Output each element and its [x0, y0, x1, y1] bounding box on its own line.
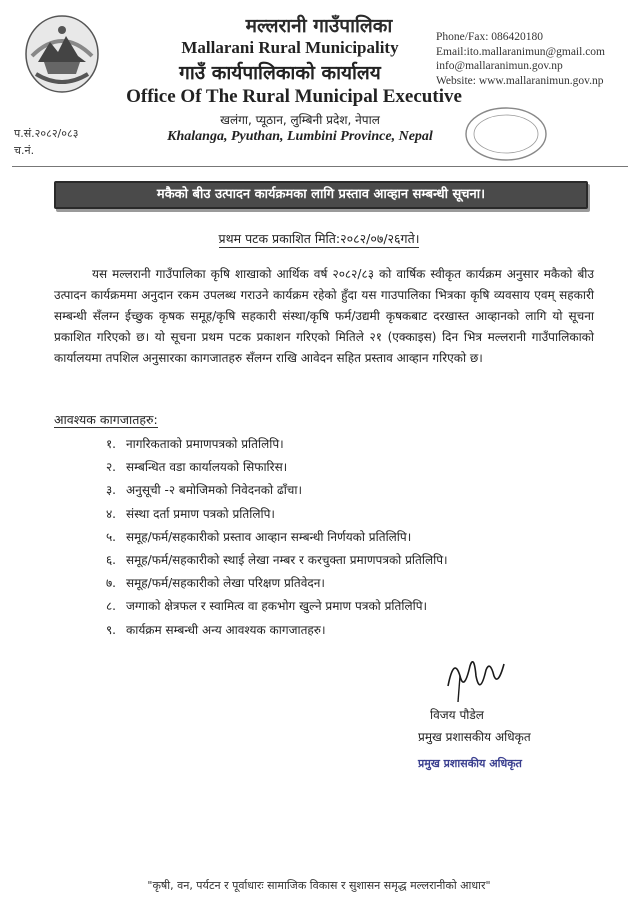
office-name-np: गाउँ कार्यपालिकाको कार्यालय: [179, 62, 381, 84]
list-item-text: अनुसूची -२ बमोजिमको निवेदनको ढाँचा।: [126, 483, 303, 498]
office-seal-stamp: [458, 104, 554, 164]
requirements-heading: [54, 411, 158, 428]
email-secondary[interactable]: info@mallaranimun.gov.np: [436, 60, 563, 72]
signatory-name: विजय पौडेल: [430, 708, 484, 722]
published-date: [0, 230, 638, 247]
published-date-text: प्रथम पटक प्रकाशित मिति:२०८२/०७/२६गते।: [218, 231, 420, 246]
list-item-number: ३.: [105, 483, 116, 498]
list-item-number: ६.: [105, 552, 116, 567]
list-item-number: ४.: [105, 506, 116, 521]
email-primary[interactable]: Email:ito.mallaranimun@gmail.com: [436, 45, 605, 58]
list-item-text: जग्गाको क्षेत्रफल र स्वामित्व वा हकभोग खुल्ने प्रमाण पत्रको प्रतिलिपि।: [126, 599, 428, 614]
list-item-number: ८.: [105, 599, 116, 614]
phone-fax: Phone/Fax: 086420180: [436, 31, 544, 43]
notice-title: मकैको बीउ उत्पादन कार्यक्रमका लागि प्रस्ताव आव्हान सम्बन्धी सूचना।: [54, 181, 588, 209]
list-item: [58, 456, 598, 479]
footer-motto: "कृषी, वन, पर्यटन र पूर्वाधारः सामाजिक विकास र सुशासन समृद्ध मल्लरानीको आधार": [147, 879, 491, 892]
contact-block: [436, 30, 605, 88]
list-item: [58, 479, 598, 502]
list-item: [58, 572, 598, 595]
org-name-en: Mallarani Rural Municipality: [181, 38, 399, 57]
list-item: [58, 433, 598, 456]
website[interactable]: Website: www.mallaranimun.gov.np: [436, 74, 604, 87]
signatory-title: प्रमुख प्रशासकीय अधिकृत: [418, 730, 531, 744]
list-item: [58, 619, 598, 642]
list-item: [58, 526, 598, 549]
list-item-number: २.: [105, 460, 116, 475]
office-name-en: Office Of The Rural Municipal Executive: [126, 86, 462, 107]
list-item-text: संस्था दर्ता प्रमाण पत्रको प्रतिलिपि।: [126, 506, 275, 521]
requirements-list: [58, 433, 598, 642]
dispatch-number: च.नं.: [14, 144, 35, 157]
list-item-text: कार्यक्रम सम्बन्धी अन्य आवश्यक कागजातहरु।: [126, 622, 326, 637]
address-np: खलंगा, प्यूठान, लुम्बिनी प्रदेश, नेपाल: [220, 113, 380, 127]
list-item-number: १.: [105, 437, 116, 451]
list-item-text: समूह/फर्म/सहकारीको प्रस्ताव आव्हान सम्बन्धी निर्णयको प्रतिलिपि।: [126, 529, 412, 544]
org-name-np: मल्लरानी गाउँपालिका: [245, 15, 393, 37]
designation-stamp: प्रमुख प्रशासकीय अधिकृत: [418, 757, 522, 770]
list-item: [58, 549, 598, 572]
signature-image: [440, 646, 510, 704]
list-item: [58, 503, 598, 526]
list-item-text: समूह/फर्म/सहकारीको स्थाई लेखा नम्बर र करचुक्ता प्रमाणपत्रको प्रतिलिपि।: [126, 552, 448, 567]
address-en: Khalanga, Pyuthan, Lumbini Province, Nepal: [167, 129, 433, 144]
list-item-text: नागरिकताको प्रमाणपत्रको प्रतिलिपि।: [126, 437, 284, 451]
requirements-heading-text: आवश्यक कागजातहरु:: [54, 412, 158, 427]
header-divider: [12, 166, 628, 167]
reference-number: प.सं.२०८२/०८३: [14, 127, 79, 140]
list-item-number: ७.: [105, 576, 116, 591]
notice-body: यस मल्लरानी गाउँपालिका कृषि शाखाको आर्थिक वर्ष २०८२/८३ को वार्षिक स्वीकृत कार्यक्रम अनुसार मकैको बीउ उत्पादन कार्यक्रममा अनुदान रकम उपलब्ध गराउने कार्यक्रम रहेको हुँदा यस गाउपालिका भित्रका कृषि व्यवसाय एवम् सहकारी सम्बन्धी सँलग्न ईच्छुक कृषक समूह/कृषि सहकारी संस्था/कृषि फर्म/उद्यमी कृषकबाट दरखास्त आव्हानको लागि यो सूचना प्रकाशित गरिएको छ। यो सूचना प्रथम पटक प्रकाशन गरिएको मितिले २१ (एक्काइस) दिन भित्र मल्लरानी गाउँपालिकाको कार्यालयमा तपशिल अनुसारका कागजातहरु सँलग्न राखि आवेदन सहित प्रस्ताव आव्हान गरिएको छ।: [54, 267, 594, 365]
list-item: [58, 595, 598, 618]
list-item-number: ९.: [105, 622, 116, 637]
list-item-number: ५.: [105, 529, 116, 544]
list-item-text: सम्बन्धित वडा कार्यालयको सिफारिस।: [126, 460, 288, 475]
list-item-text: समूह/फर्म/सहकारीको लेखा परिक्षण प्रतिवेदन।: [126, 576, 325, 591]
